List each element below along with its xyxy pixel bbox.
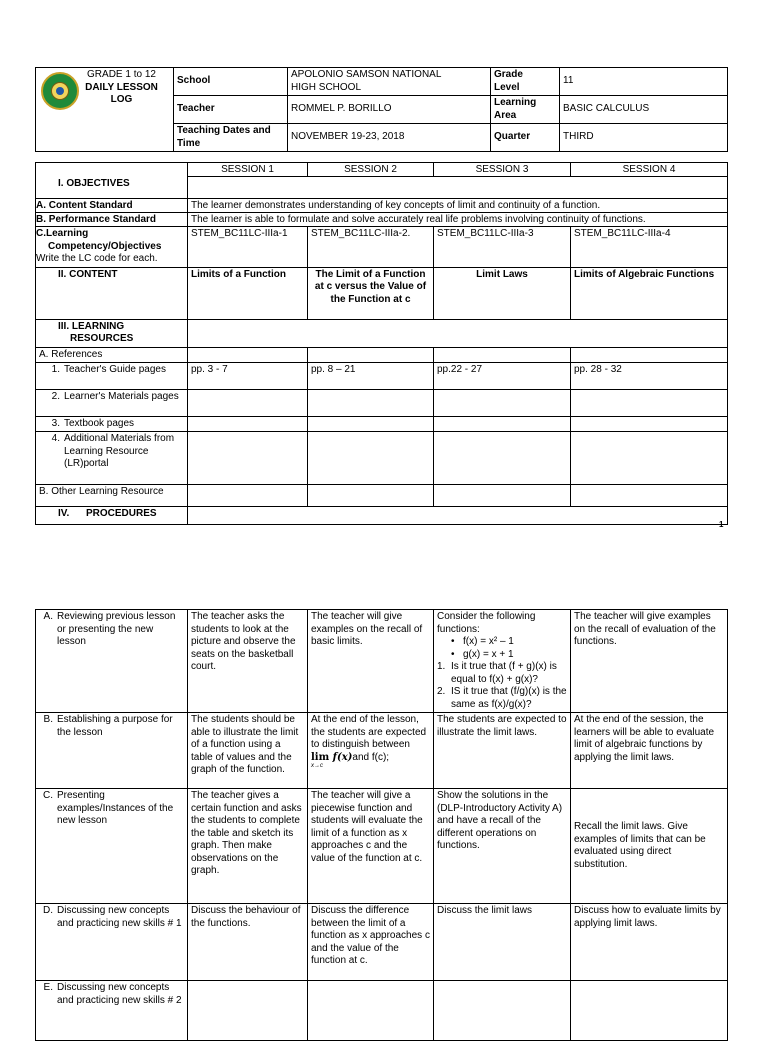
textbook-s2	[308, 417, 434, 432]
textbook-num: 3.	[51, 418, 60, 429]
teachers-guide-num: 1.	[51, 364, 60, 375]
learners-materials-s2	[308, 390, 434, 417]
content-session-2: The Limit of a Function at c versus the Value of the Function at c	[308, 267, 434, 319]
content-heading: II. CONTENT	[36, 267, 188, 319]
procedures-heading: IV. PROCEDURES	[36, 507, 188, 525]
proc-a-s3	[434, 610, 571, 713]
other-resource-s3	[434, 485, 571, 507]
proc-c-text: Presenting examples/Instances of the new lesson	[57, 790, 174, 826]
log-title-daily: DAILY LESSON	[85, 81, 158, 93]
proc-e-s2	[308, 981, 434, 1041]
school-label: School	[174, 68, 288, 96]
proc-a-s3-q1-num: 1.	[437, 661, 446, 672]
proc-d-s3: Discuss the limit laws	[434, 904, 571, 981]
proc-b-s3: The students are expected to illustrate the limit laws.	[434, 713, 571, 789]
proc-e-text: Discussing new concepts and practicing new skills # 2	[57, 982, 182, 1006]
objectives-blank	[188, 177, 728, 199]
grade-value: 11	[560, 68, 728, 96]
proc-a-num: A.	[43, 611, 53, 622]
session-corner-cell	[36, 163, 188, 177]
other-resource-s1	[188, 485, 308, 507]
grade-label-line1: Grade	[494, 69, 523, 80]
school-value-line2: HIGH SCHOOL	[291, 81, 362, 93]
procedures-blank	[188, 507, 728, 525]
proc-e-s3	[434, 981, 571, 1041]
area-label-line1: Learning	[494, 97, 537, 108]
proc-b-num: B.	[43, 714, 53, 725]
proc-d-text: Discussing new concepts and practicing new skills # 1	[57, 905, 182, 929]
proc-b-s4: At the end of the session, the learners will be able to evaluate limit of algebraic functions by applying the limit laws.	[571, 713, 728, 789]
lesson-table-page1	[35, 162, 728, 525]
content-standard-value: The learner demonstrates understanding of key concepts of limit and continuity of a function.	[188, 199, 728, 213]
teachers-guide-s1: pp. 3 - 7	[188, 363, 308, 390]
proc-d-s2: Discuss the difference between the limit of a function as x approaches c and the value of the function at c.	[308, 904, 434, 981]
proc-a-s3-f: f(x) = x² – 1	[463, 636, 514, 647]
additional-materials-s3	[434, 432, 571, 485]
quarter-label: Quarter	[491, 124, 560, 152]
additional-materials-num: 4.	[51, 433, 60, 444]
competency-label	[36, 227, 188, 268]
proc-e-s4	[571, 981, 728, 1041]
teachers-guide-s4: pp. 28 - 32	[571, 363, 728, 390]
performance-standard-label: B. Performance Standard	[36, 213, 188, 227]
school-value-line1: APOLONIO SAMSON NATIONAL	[291, 69, 442, 80]
bullet-icon: •	[451, 648, 455, 660]
dates-value: NOVEMBER 19-23, 2018	[288, 124, 491, 152]
other-resource-s4	[571, 485, 728, 507]
resources-heading-line1: III. LEARNING	[58, 320, 125, 332]
content-session-4: Limits of Algebraic Functions	[571, 267, 728, 319]
competency-code-4: STEM_BC11LC-IIIa-4	[571, 227, 728, 268]
additional-materials-s4	[571, 432, 728, 485]
session-1-header: SESSION 1	[188, 163, 308, 177]
proc-a-s2: The teacher will give examples on the recall of basic limits.	[308, 610, 434, 713]
additional-materials-label	[36, 432, 188, 485]
references-s4	[571, 347, 728, 363]
grade-label-line2: Level	[494, 81, 520, 93]
competency-code-2: STEM_BC11LC-IIIa-2.	[308, 227, 434, 268]
competency-label-line3: Write the LC code for each.	[36, 253, 158, 264]
proc-a-label	[36, 610, 188, 713]
references-s1	[188, 347, 308, 363]
limit-subscript: x→c	[311, 762, 323, 769]
resources-blank	[188, 319, 728, 347]
proc-e-num: E.	[43, 982, 53, 993]
learners-materials-s3	[434, 390, 571, 417]
limit-expression	[311, 752, 352, 763]
teacher-label: Teacher	[174, 96, 288, 124]
learners-materials-label	[36, 390, 188, 417]
procedures-table	[35, 609, 728, 1041]
competency-code-3: STEM_BC11LC-IIIa-3	[434, 227, 571, 268]
other-resource-label: B. Other Learning Resource	[36, 485, 188, 507]
proc-a-s3-q1: Is it true that (f + g)(x) is equal to f(x) + g(x)?	[451, 661, 557, 685]
additional-materials-text: Additional Materials from Learning Resource (LR)portal	[64, 433, 175, 469]
proc-b-text: Establishing a purpose for the lesson	[57, 714, 173, 738]
dates-label-line2: Time	[177, 137, 201, 149]
textbook-s3	[434, 417, 571, 432]
references-label: A. References	[36, 347, 188, 363]
proc-a-s3-intro: Consider the following functions:	[437, 611, 536, 635]
content-session-1: Limits of a Function	[188, 267, 308, 319]
proc-c-num: C.	[43, 790, 53, 801]
page-number: 1	[719, 520, 724, 529]
proc-d-num: D.	[43, 905, 53, 916]
proc-c-label	[36, 789, 188, 904]
proc-a-s3-q2-num: 2.	[437, 686, 446, 697]
proc-e-s1	[188, 981, 308, 1041]
proc-c-s3: Show the solutions in the (DLP-Introductory Activity A) and have a recall of the different operations on functions.	[434, 789, 571, 904]
proc-c-s4-text: Recall the limit laws. Give examples of limits that can be evaluated using direct substitution.	[574, 821, 706, 870]
session-3-header: SESSION 3	[434, 163, 571, 177]
school-value	[288, 68, 491, 96]
teachers-guide-s3: pp.22 - 27	[434, 363, 571, 390]
learners-materials-s4	[571, 390, 728, 417]
textbook-label	[36, 417, 188, 432]
proc-e-label	[36, 981, 188, 1041]
proc-c-s4	[571, 789, 728, 904]
competency-label-line2: Competency/Objectives	[48, 240, 162, 252]
references-s2	[308, 347, 434, 363]
other-resource-s2	[308, 485, 434, 507]
teachers-guide-label	[36, 363, 188, 390]
textbook-text: Textbook pages	[64, 418, 135, 429]
teachers-guide-text: Teacher's Guide pages	[64, 364, 166, 375]
proc-b-s2	[308, 713, 434, 789]
proc-d-s4: Discuss how to evaluate limits by applying limit laws.	[571, 904, 728, 981]
competency-code-1: STEM_BC11LC-IIIa-1	[188, 227, 308, 268]
bullet-icon: •	[451, 636, 455, 647]
grade-label	[491, 68, 560, 96]
proc-d-label	[36, 904, 188, 981]
content-standard-label: A. Content Standard	[36, 199, 188, 213]
teacher-value: ROMMEL P. BORILLO	[288, 96, 491, 124]
proc-d-s1: Discuss the behaviour of the functions.	[188, 904, 308, 981]
textbook-s1	[188, 417, 308, 432]
content-session-3: Limit Laws	[434, 267, 571, 319]
log-title-grade: GRADE 1 to 12	[87, 69, 156, 80]
area-value: BASIC CALCULUS	[560, 96, 728, 124]
dates-label	[174, 124, 288, 152]
additional-materials-s1	[188, 432, 308, 485]
resources-heading-line2: RESOURCES	[70, 333, 134, 344]
learners-materials-text: Learner's Materials pages	[64, 391, 179, 402]
proc-c-s1: The teacher gives a certain function and asks the students to complete the table and sketch its graph. Then make observations on the graph.	[188, 789, 308, 904]
references-s3	[434, 347, 571, 363]
proc-b-s2-post: and f(c);	[352, 751, 390, 763]
proc-a-s3-g: g(x) = x + 1	[463, 648, 514, 660]
learners-materials-num: 2.	[51, 391, 60, 402]
proc-b-s2-text: At the end of the lesson, the students are expected to distinguish between	[311, 714, 427, 750]
performance-standard-value: The learner is able to formulate and solve accurately real life problems involving continuity of functions.	[188, 213, 728, 227]
limit-lim: lim	[311, 751, 330, 763]
proc-c-s2: The teacher will give a piecewise function and students will evaluate the limit of a function as x approaches c and the value of the function at c.	[308, 789, 434, 904]
limit-fx: f(x)	[332, 751, 353, 763]
log-title-log: LOG	[110, 94, 133, 105]
resources-heading	[36, 319, 188, 347]
proc-a-s3-q2: IS it true that (f/g)(x) is the same as f(x)/g(x)?	[451, 686, 567, 710]
session-2-header: SESSION 2	[308, 163, 434, 177]
proc-b-label	[36, 713, 188, 789]
proc-a-s4: The teacher will give examples on the recall of evaluation of the functions.	[571, 610, 728, 713]
additional-materials-s2	[308, 432, 434, 485]
proc-a-s1: The teacher asks the students to look at the picture and observe the seats on the basketball court.	[188, 610, 308, 713]
competency-label-line1: C.Learning	[36, 228, 89, 239]
proc-a-text: Reviewing previous lesson or presenting the new lesson	[57, 611, 176, 647]
proc-b-s1: The students should be able to illustrate the limit of a function using a table of values and the graph of the function.	[188, 713, 308, 789]
header-logo-cell	[36, 68, 174, 152]
objectives-heading: I. OBJECTIVES	[36, 177, 188, 199]
header-table	[35, 67, 728, 152]
dates-label-line1: Teaching Dates and	[177, 125, 271, 136]
deped-seal-icon	[41, 72, 79, 110]
teachers-guide-s2: pp. 8 – 21	[308, 363, 434, 390]
quarter-value: THIRD	[560, 124, 728, 152]
textbook-s4	[571, 417, 728, 432]
area-label-line2: Area	[494, 109, 517, 121]
session-4-header: SESSION 4	[571, 163, 728, 177]
area-label	[491, 96, 560, 124]
learners-materials-s1	[188, 390, 308, 417]
